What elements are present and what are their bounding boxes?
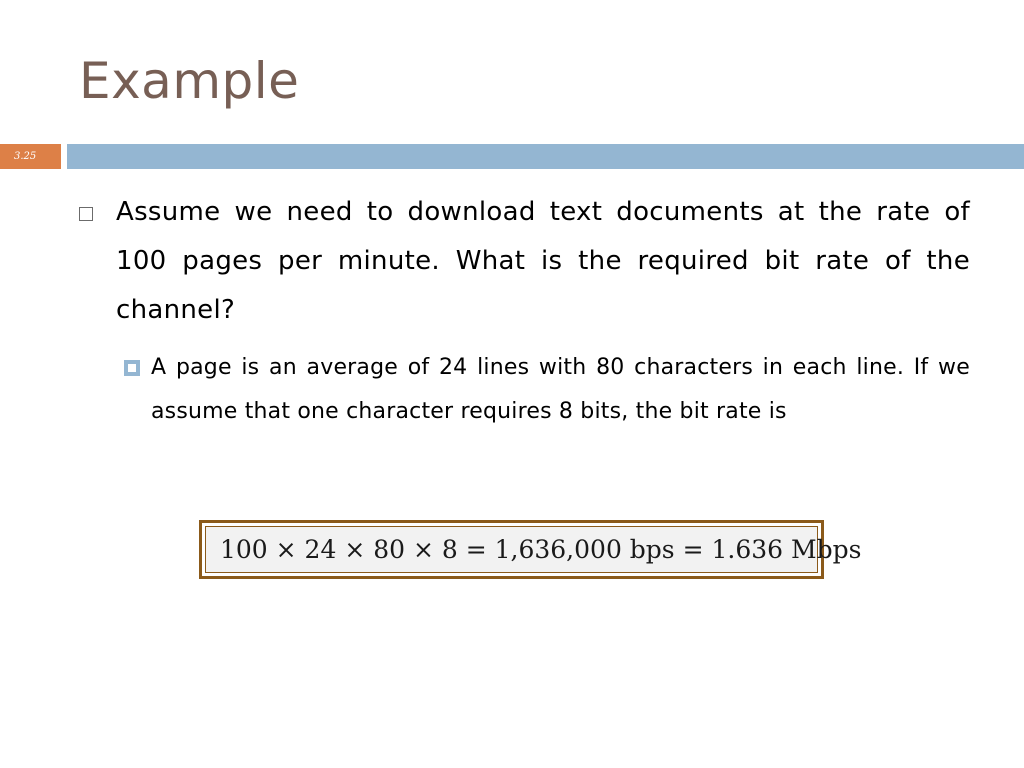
formula-text: 100 × 24 × 80 × 8 = 1,636,000 bps = 1.636 Mbps bbox=[205, 526, 818, 573]
slide-title: Example bbox=[79, 52, 300, 110]
formula-box bbox=[199, 520, 862, 579]
main-bullet-text: Assume we need to download text documents at the rate of 100 pages per minute. What is the required bit rate of the channel? bbox=[116, 197, 970, 325]
header-band bbox=[67, 144, 1024, 169]
slide-number-badge: 3.25 bbox=[0, 144, 61, 169]
hollow-square-bullet-icon bbox=[79, 207, 93, 221]
sub-bullet-text: A page is an average of 24 lines with 80 characters in each line. If we assume that one character requires 8 bits, the bit rate is bbox=[151, 355, 970, 424]
filled-square-bullet-icon bbox=[124, 360, 140, 376]
